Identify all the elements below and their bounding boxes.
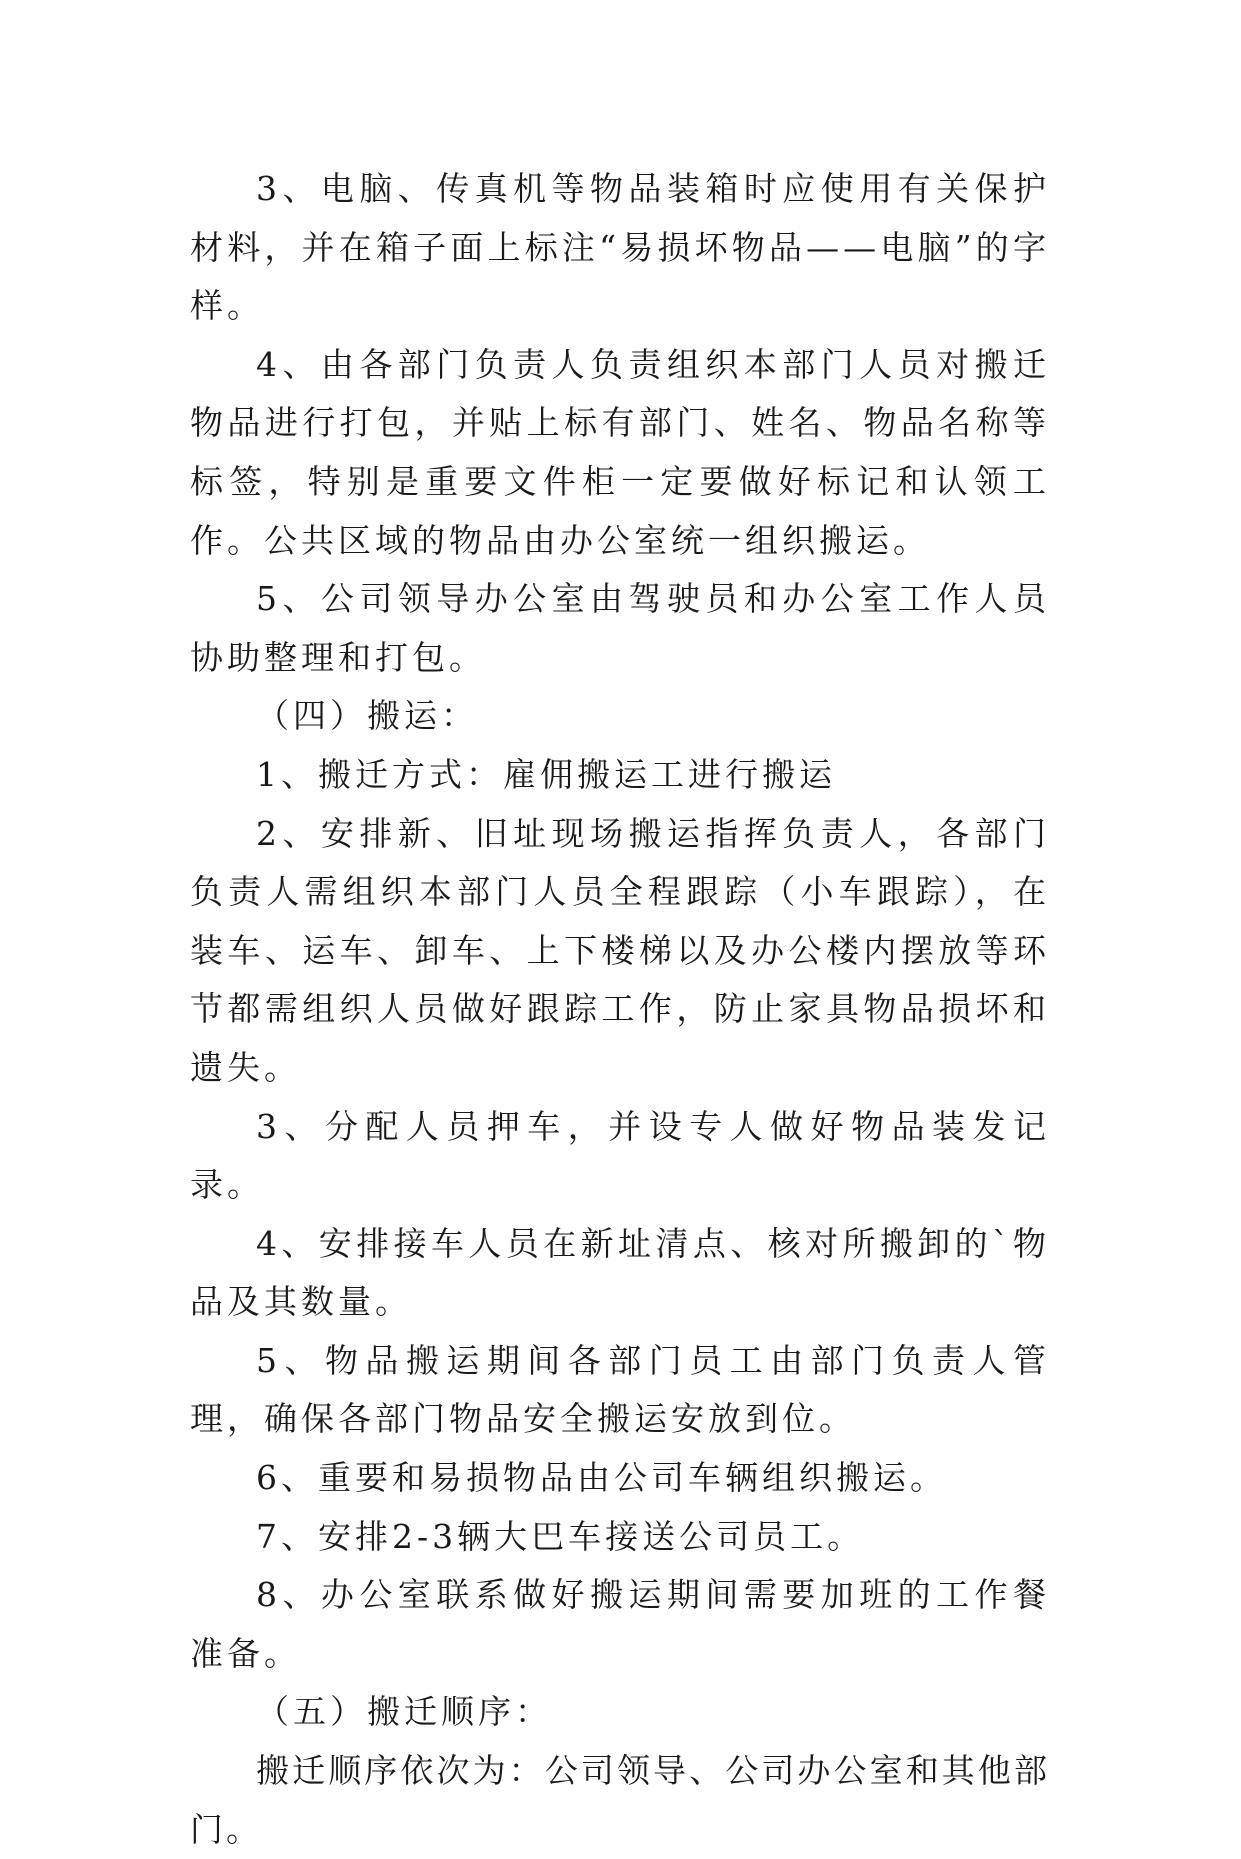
paragraph-shuttle-buses: 7、安排2-3辆大巴车接送公司员工。: [256, 1516, 865, 1556]
paragraph-escort-vehicle: 3、分配人员押车，并设专人做好物品装发记录。: [190, 1106, 1050, 1205]
section-heading-moving-order: （五）搬迁顺序：: [256, 1692, 552, 1732]
document-body: [190, 160, 1050, 1859]
section-heading-moving: （四）搬运：: [256, 696, 478, 736]
paragraph-moving-method: 1、搬迁方式：雇佣搬运工进行搬运: [256, 754, 836, 794]
paragraph-item-5-leader-office: 5、公司领导办公室由驾驶员和办公室工作人员协助整理和打包。: [190, 579, 1050, 677]
paragraph-fragile-items: 6、重要和易损物品由公司车辆组织搬运。: [256, 1458, 947, 1498]
paragraph-overtime-meals: 8、办公室联系做好搬运期间需要加班的工作餐准备。: [190, 1575, 1050, 1673]
paragraph-moving-supervision: 2、安排新、旧址现场搬运指挥负责人，各部门负责人需组织本部门人员全程跟踪（小车跟踪），在装车、运车、卸车、上下楼梯以及办公楼内摆放等环节都需组织人员做好跟踪工作，防止家具物品损坏和遗失。: [190, 813, 1050, 1087]
paragraph-item-3-packing-computers: 3、电脑、传真机等物品装箱时应使用有关保护材料，并在箱子面上标注“易损坏物品——电脑”的字样。: [190, 169, 1050, 326]
paragraph-item-4-department-packing: 4、由各部门负责人负责组织本部门人员对搬迁物品进行打包，并贴上标有部门、姓名、物品名称等标签，特别是重要文件柜一定要做好标记和认领工作。公共区域的物品由办公室统一组织搬运。: [190, 344, 1050, 560]
paragraph-receiving-check: 4、安排接车人员在新址清点、核对所搬卸的`物品及其数量。: [190, 1223, 1050, 1322]
paragraph-moving-order: 搬迁顺序依次为：公司领导、公司办公室和其他部门。: [190, 1751, 1050, 1849]
paragraph-staff-management: 5、物品搬运期间各部门员工由部门负责人管理，确保各部门物品安全搬运安放到位。: [190, 1340, 1050, 1439]
